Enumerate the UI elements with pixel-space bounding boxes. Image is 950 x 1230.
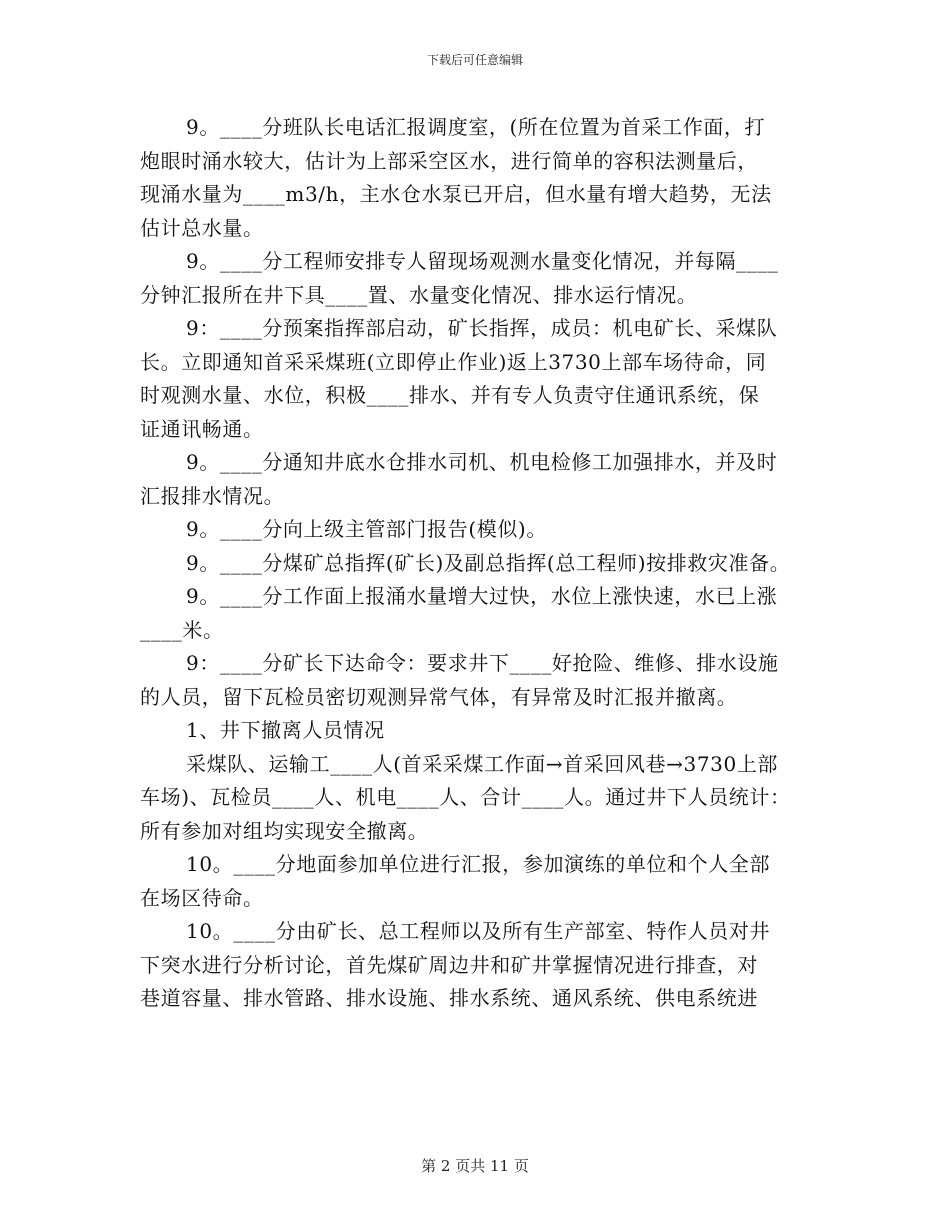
paragraph-line: 分钟汇报所在井下具____置、水量变化情况、排水运行情况。 — [140, 282, 698, 307]
paragraph-line: 的人员，留下瓦检员密切观测异常气体，有异常及时汇报并撤离。 — [140, 684, 738, 709]
paragraph-line: 汇报排水情况。 — [140, 483, 285, 508]
paragraph-line: 1、井下撤离人员情况 — [186, 718, 385, 742]
paragraph-line: 9。____分班队长电话汇报调度室，(所在位置为首采工作面，打 — [186, 115, 766, 139]
paragraph-line: 9。____分工程师安排专人留现场观测水量变化情况，并每隔____ — [186, 249, 779, 273]
paragraph-line: 巷道容量、排水管路、排水设施、排水系统、通风系统、供电系统进 — [140, 986, 758, 1010]
paragraph-line: 所有参加对组均实现安全撤离。 — [140, 818, 429, 843]
paragraph-line: ____米。 — [140, 617, 224, 642]
paragraph-3 — [140, 312, 820, 446]
paragraph-7 — [140, 580, 820, 647]
paragraph-1 — [140, 111, 820, 245]
paragraph-11 — [140, 915, 820, 1016]
page-header: 下载后可任意编辑 — [426, 53, 523, 67]
paragraph-line: 时观测水量、水位，积极____排水、并有专人负责守住通讯系统，保 — [140, 383, 760, 407]
paragraph-line: 在场区待命。 — [140, 885, 264, 910]
paragraph-5 — [140, 513, 820, 547]
paragraph-10 — [140, 848, 820, 915]
paragraph-2 — [140, 245, 820, 312]
paragraph-line: 10。____分地面参加单位进行汇报，参加演练的单位和个人全部 — [186, 852, 771, 876]
paragraph-6 — [140, 547, 820, 581]
paragraph-line: 10。____分由矿长、总工程师以及所有生产部室、特作人员对井 — [186, 919, 771, 943]
paragraph-line: 9。____分通知井底水仓排水司机、机电检修工加强排水，并及时 — [186, 450, 778, 474]
section-heading — [140, 714, 820, 748]
paragraph-line: 9。____分工作面上报涌水量增大过快，水位上涨快速，水已上涨 — [186, 584, 778, 608]
paragraph-9 — [140, 748, 820, 849]
paragraph-line: 9：____分矿长下达命令：要求井下____好抢险、维修、排水设施 — [186, 651, 779, 675]
page-footer: 第 2 页共 11 页 — [421, 1157, 529, 1175]
paragraph-line: 9。____分向上级主管部门报告(模似)。 — [186, 517, 547, 541]
paragraph-line: 现涌水量为____m3/h，主水仓水泵已开启，但水量有增大趋势，无法 — [140, 182, 772, 206]
paragraph-line: 下突水进行分析讨论，首先煤矿周边井和矿井掌握情况进行排查，对 — [140, 952, 758, 977]
paragraph-line: 长。立即通知首采采煤班(立即停止作业)返上3730上部车场待命，同 — [140, 349, 767, 374]
paragraph-8 — [140, 647, 820, 714]
paragraph-line: 采煤队、运输工____人(首采采煤工作面→首采回风巷→3730上部 — [186, 751, 779, 776]
paragraph-4 — [140, 446, 820, 513]
paragraph-line: 车场)、瓦检员____人、机电____人、合计____人。通过井下人员统计： — [140, 785, 791, 809]
paragraph-line: 炮眼时涌水较大，估计为上部采空区水，进行简单的容积法测量后， — [140, 148, 758, 173]
paragraph-line: 9：____分预案指挥部启动，矿长指挥，成员：机电矿长、采煤队 — [186, 316, 778, 340]
paragraph-line: 证通讯畅通。 — [140, 416, 264, 441]
paragraph-line: 9。____分煤矿总指挥(矿长)及副总指挥(总工程师)按排救灾准备。 — [186, 550, 791, 575]
paragraph-line: 估计总水量。 — [140, 215, 264, 240]
document-body — [140, 111, 820, 1016]
